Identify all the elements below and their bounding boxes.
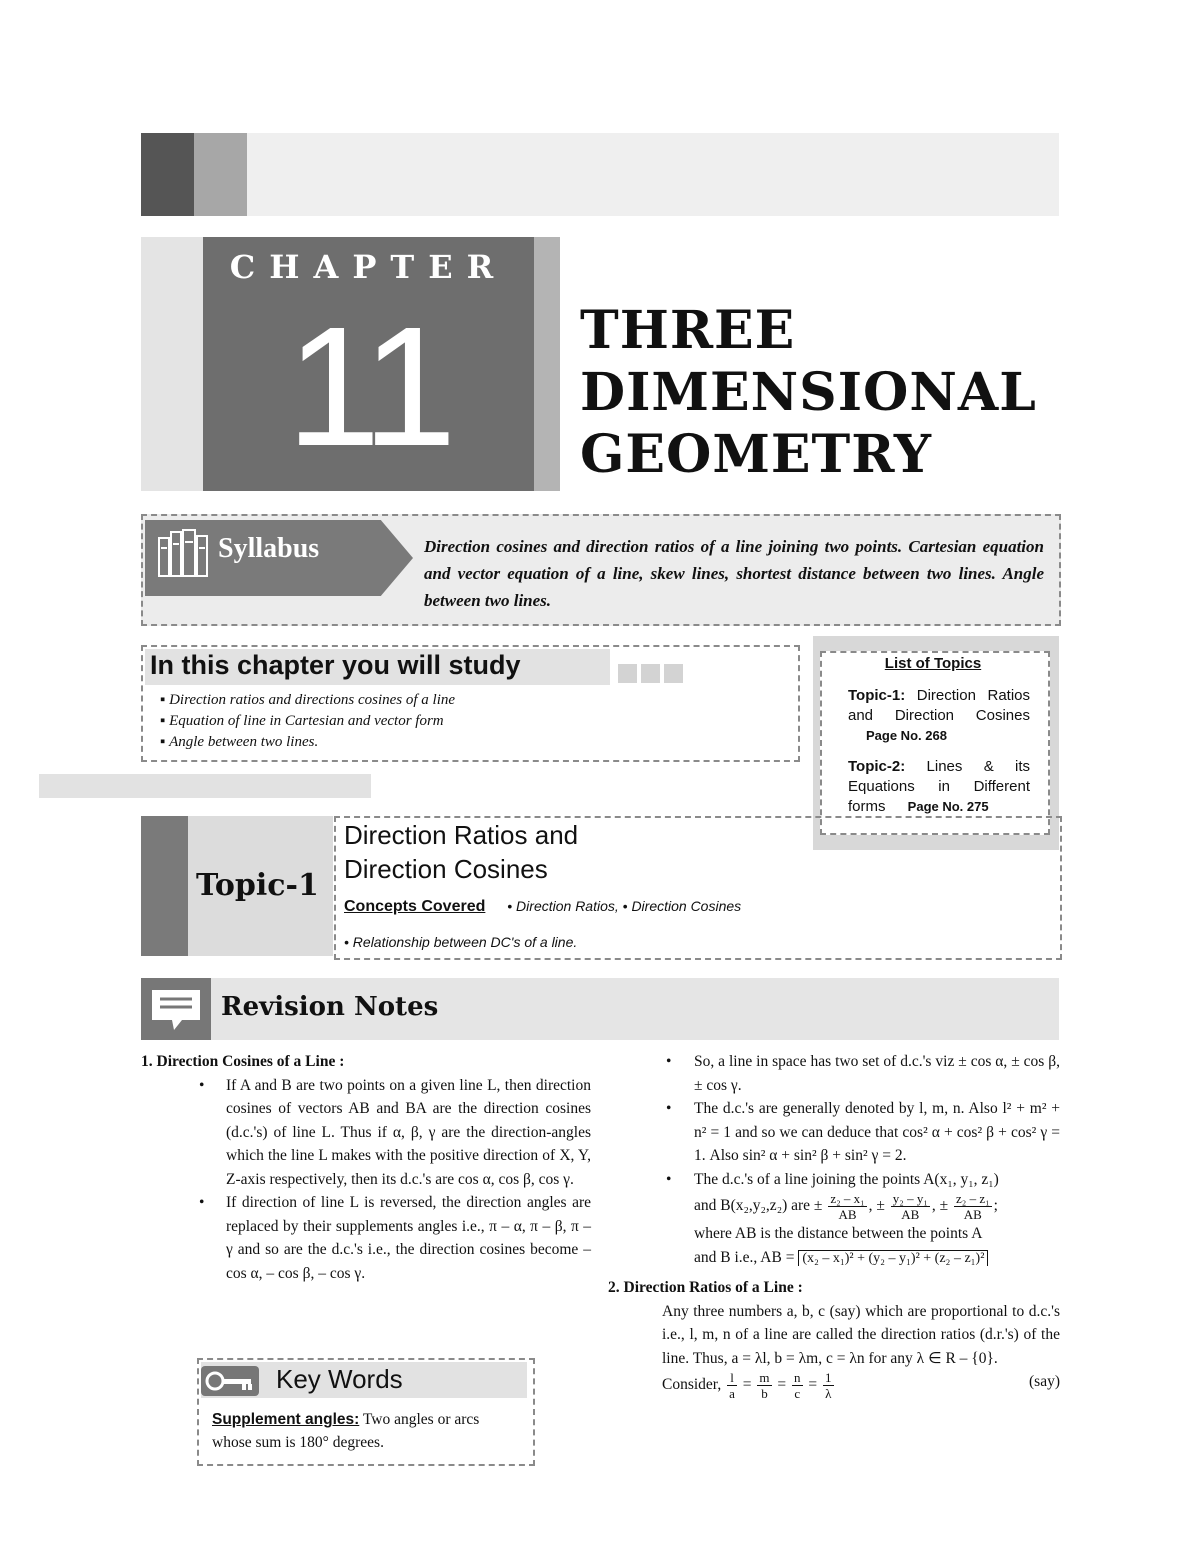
sqrt-expression: (x₂ – x₁)² + (y₂ – y₁)² + (z₂ – z₁)² bbox=[798, 1250, 988, 1266]
header-band bbox=[141, 133, 1059, 216]
topic-entry-2[interactable] bbox=[848, 757, 1030, 817]
say-label: (say) bbox=[1029, 1373, 1060, 1390]
key-icon bbox=[204, 1370, 256, 1392]
concepts-label: Concepts Covered bbox=[344, 898, 486, 915]
topic-entry-page: Page No. 268 bbox=[866, 728, 947, 743]
divider-bar bbox=[39, 774, 371, 798]
chapter-right-strip bbox=[534, 237, 560, 491]
concepts-list: • Direction Ratios, • Direction Cosines bbox=[507, 898, 742, 914]
fraction: $\frac{m}{b}$ bbox=[759, 1370, 770, 1401]
keywords-text bbox=[212, 1408, 520, 1454]
chapter-title bbox=[580, 300, 1060, 486]
header-mid-block bbox=[194, 133, 247, 216]
speech-note-icon bbox=[148, 986, 204, 1034]
topic1-label: Topic-1 bbox=[196, 868, 319, 903]
books-icon bbox=[157, 528, 213, 580]
syllabus-description: Direction cosines and direction ratios of a line joining two points. Cartesian equation and vector equation of a line, skew lines, shortest distance between two lines. Angle between two lines. bbox=[424, 537, 1044, 610]
study-item: ▪ Equation of line in Cartesian and vector form bbox=[160, 711, 455, 732]
list-item: • The d.c.'s are generally denoted by l, m, n. Also l² + m² + n² = 1 and so we can deduce that cos² α + cos² β + cos² γ = 1. Also sin² α + sin² β + sin² γ = 2. bbox=[694, 1097, 1060, 1168]
decor-square bbox=[664, 664, 683, 683]
topic-entry-page: Page No. 275 bbox=[907, 799, 989, 814]
topic-entry-1[interactable] bbox=[848, 686, 1030, 746]
topic1-title-line-2: Direction Cosines bbox=[344, 854, 548, 884]
header-dark-block bbox=[141, 133, 194, 216]
chapter-number: 11 bbox=[286, 292, 451, 482]
decor-square bbox=[641, 664, 660, 683]
list-item: • If A and B are two points on a given line L, then direction cosines of vectors AB and BA are the direction cosines (d.c.'s) of line L. Thus if α, β, γ are the direction-angles which the line L makes with the positive direction of X, Y, Z-axis respectively, then its d.c.'s are cos α, cos β, cos γ. bbox=[226, 1074, 591, 1192]
dc-line-points: The d.c.'s of a line joining the points A(x₁, y₁, z₁) bbox=[694, 1170, 999, 1188]
dc-formula-intro: and B(x₂,y₂,z₂) are ± bbox=[694, 1197, 823, 1215]
right-list bbox=[608, 1050, 1060, 1270]
consider-label: Consider, bbox=[662, 1376, 722, 1394]
revision-title: Revision Notes bbox=[221, 992, 439, 1022]
list-item: • So, a line in space has two set of d.c.'s viz ± cos α, ± cos β, ± cos γ. bbox=[694, 1050, 1060, 1097]
chapter-title-line-1: THREE bbox=[580, 300, 796, 361]
fraction: $\frac{1}{\lambda}$ bbox=[825, 1370, 832, 1401]
keyword-definition: Two angles or arcs whose sum is 180° degrees. bbox=[212, 1411, 480, 1451]
topic-entry-name: Direction Ratios and Direction Cosines bbox=[848, 687, 1031, 724]
left-column bbox=[141, 1050, 591, 1285]
section-2-text: Any three numbers a, b, c (say) which are proportional to d.c.'s i.e., l, m, n of a line are called the direction ratios (d.r.'s) of the line. Thus, a = λl, b = λm, c = λn for any λ ∈ R – {0}. bbox=[662, 1302, 1060, 1367]
fraction: $\frac{\text{y₂ – y₁}}{AB}$ bbox=[892, 1191, 928, 1222]
fraction: $\frac{n}{c}$ bbox=[794, 1370, 801, 1401]
decor-square bbox=[618, 664, 637, 683]
ab-distance-text: where AB is the distance between the points A bbox=[694, 1225, 983, 1242]
topic1-dark-strip bbox=[141, 816, 188, 956]
topic1-relationship: • Relationship between DC's of a line. bbox=[344, 934, 578, 950]
right-column bbox=[608, 1050, 1060, 1401]
chapter-title-line-2: DIMENSIONAL bbox=[580, 362, 1037, 423]
section-2-heading: 2. Direction Ratios of a Line : bbox=[608, 1279, 803, 1296]
topics-title: List of Topics bbox=[884, 655, 982, 672]
keywords-title: Key Words bbox=[276, 1364, 403, 1394]
topic-entry-label: Topic-1: bbox=[848, 687, 906, 704]
consider-line: Consider, $\frac{l}{a}$ = $\frac{m}{b}$ = $\frac{n}{c}$ = $\frac{1}{\lambda}$ (say) bbox=[662, 1370, 1060, 1401]
study-title: In this chapter you will study bbox=[150, 650, 521, 680]
fraction: $\frac{\text{z₂ – z₁}}{AB}$ bbox=[956, 1191, 990, 1222]
study-item: ▪ Angle between two lines. bbox=[160, 732, 455, 753]
chapter-side-strip bbox=[141, 237, 203, 491]
fraction: $\frac{l}{a}$ bbox=[729, 1370, 735, 1401]
chapter-label: CHAPTER bbox=[229, 248, 508, 286]
section-1-list bbox=[141, 1074, 591, 1286]
keyword-term: Supplement angles: bbox=[212, 1411, 360, 1428]
fraction: $\frac{\text{z₂ – x₁}}{AB}$ bbox=[830, 1191, 865, 1222]
topic1-title-line-1: Direction Ratios and bbox=[344, 820, 579, 850]
ab-formula-intro: and B i.e., AB = bbox=[694, 1248, 795, 1266]
study-list bbox=[160, 690, 455, 753]
topic1-concepts bbox=[344, 898, 741, 916]
list-item: • If direction of line L is reversed, the direction angles are replaced by their supplements angles i.e., π – α, π – β, π – γ and so are the d.c.'s i.e., the direction cosines become – cos α, – cos β, – cos γ. bbox=[226, 1191, 591, 1285]
topic1-title bbox=[344, 818, 578, 886]
topic-entry-name: Lines & its Equations in Different forms bbox=[848, 758, 1031, 815]
syllabus-label: Syllabus bbox=[218, 533, 320, 564]
topic-entry-label: Topic-2: bbox=[848, 758, 906, 775]
chapter-title-line-3: GEOMETRY bbox=[580, 424, 932, 485]
section-1-heading: 1. Direction Cosines of a Line : bbox=[141, 1053, 345, 1070]
study-item: ▪ Direction ratios and directions cosines of a line bbox=[160, 690, 455, 711]
list-item: • The d.c.'s of a line joining the points A(x₁, y₁, z₁) and B(x₂,y₂,z₂) are ± $\frac{\text{z₂ – x₁}}{AB}$ , ± $\frac{\text{y₂ – y₁}}{AB}$ , ± $\frac{\text{z₂ – z₁}}{AB}$ ; where AB is the distance between the points A and B i.e., AB = (x₂ – x₁)² + (y₂ – y₁)² + (z₂ – z₁)² bbox=[694, 1168, 1060, 1271]
